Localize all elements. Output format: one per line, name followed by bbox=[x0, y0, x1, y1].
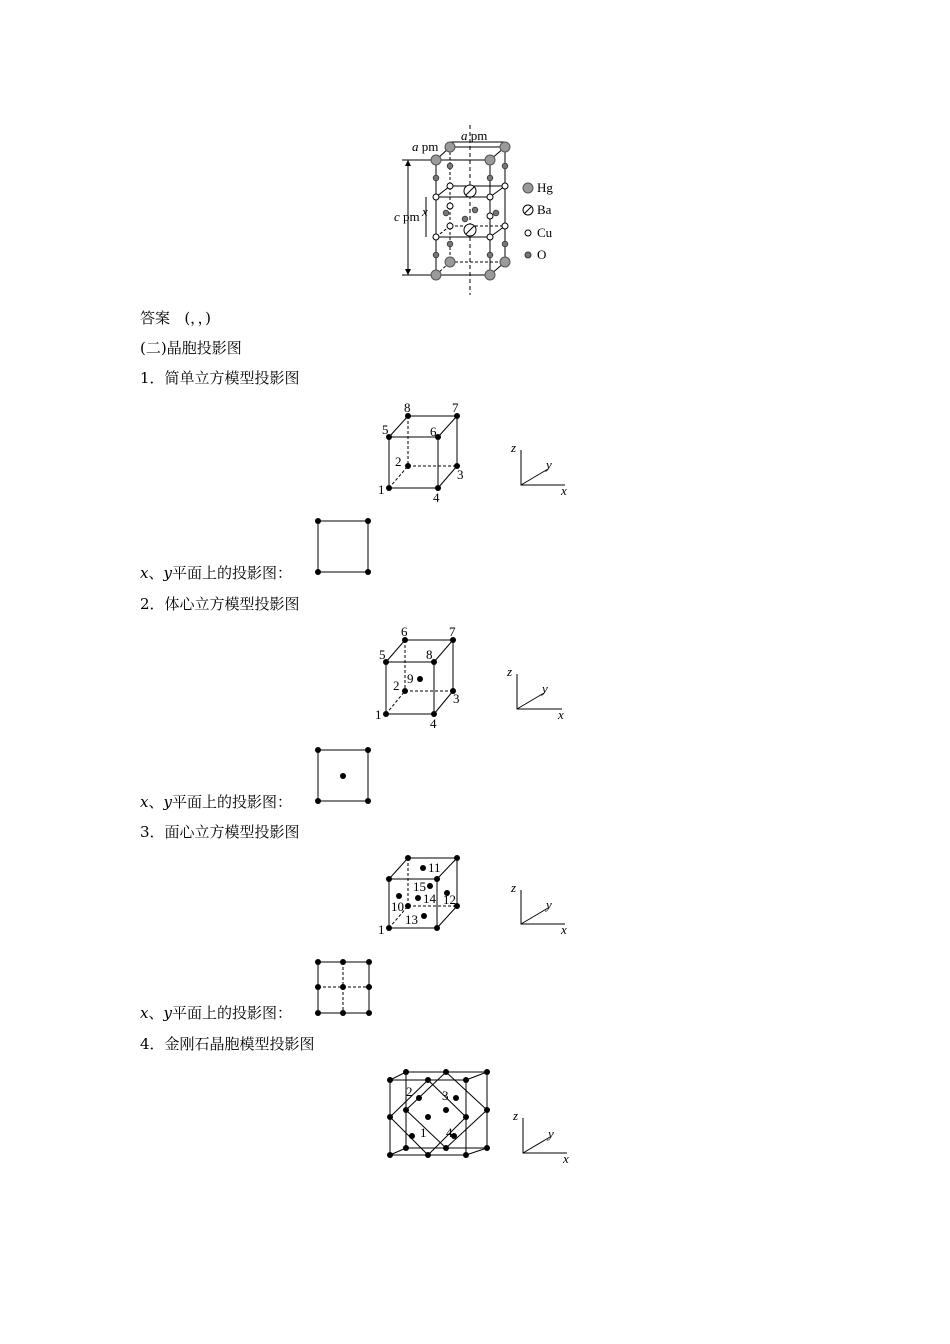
sc-label-8: 8 bbox=[404, 400, 411, 415]
legend-o: O bbox=[537, 247, 547, 262]
axis-x-2: x bbox=[558, 707, 564, 722]
caption-text: x、y平面上的投影图： bbox=[140, 564, 292, 582]
axis-z-4: z bbox=[513, 1108, 519, 1123]
sc-label-2: 2 bbox=[395, 454, 402, 469]
item-4-title: 4．金刚石晶胞模型投影图 bbox=[140, 1035, 315, 1053]
sc-label-5: 5 bbox=[382, 422, 389, 437]
fcc-label-10: 10 bbox=[391, 899, 404, 914]
axis-z-2: z bbox=[507, 664, 513, 679]
item-1-title: 1．简单立方模型投影图 bbox=[140, 369, 300, 387]
axis-x-4: x bbox=[563, 1151, 569, 1166]
axis-z-3: z bbox=[511, 880, 517, 895]
bcc-label-6: 6 bbox=[401, 624, 408, 639]
sc-label-7: 7 bbox=[452, 400, 459, 415]
bcc-label-8: 8 bbox=[426, 647, 433, 662]
legend-hg: Hg bbox=[537, 180, 553, 195]
bcc-label-1: 1 bbox=[375, 707, 382, 722]
answer-label: 答案 bbox=[140, 309, 171, 327]
legend-cu: Cu bbox=[537, 225, 553, 240]
x-dim-label: x bbox=[422, 204, 428, 219]
sc-projection bbox=[315, 518, 371, 575]
c-pm-label: c pm bbox=[394, 209, 420, 224]
item-2-title: 2．体心立方模型投影图 bbox=[140, 595, 300, 613]
fcc-label-1: 1 bbox=[378, 922, 385, 937]
dia-label-3: 3 bbox=[442, 1088, 449, 1103]
axis-y-3: y bbox=[546, 897, 552, 912]
bcc-label-2: 2 bbox=[393, 678, 400, 693]
legend-ba: Ba bbox=[537, 202, 552, 217]
dia-label-4: 4 bbox=[446, 1125, 453, 1140]
axis-x-1: x bbox=[561, 483, 567, 498]
axes-1 bbox=[521, 450, 565, 485]
a-pm-top-label: a pm bbox=[461, 128, 488, 143]
answer-value: (，，) bbox=[184, 309, 212, 327]
caption-text: x、y平面上的投影图： bbox=[140, 793, 292, 811]
bcc-label-7: 7 bbox=[449, 624, 456, 639]
fcc-label-13: 13 bbox=[405, 912, 418, 927]
fcc-label-14: 14 bbox=[423, 891, 436, 906]
dia-label-2: 2 bbox=[406, 1084, 413, 1099]
sc-label-1: 1 bbox=[378, 482, 385, 497]
fcc-label-15: 15 bbox=[413, 879, 426, 894]
sc-label-6: 6 bbox=[430, 424, 437, 439]
bcc-label-5: 5 bbox=[379, 647, 386, 662]
caption-text: x、y平面上的投影图： bbox=[140, 1004, 292, 1022]
axis-y-4: y bbox=[548, 1126, 554, 1141]
axis-x-3: x bbox=[561, 922, 567, 937]
dia-label-1: 1 bbox=[420, 1125, 427, 1140]
simple-cubic-cube bbox=[389, 416, 457, 488]
bcc-label-3: 3 bbox=[453, 691, 460, 706]
axis-y-1: y bbox=[546, 457, 552, 472]
axis-z-1: z bbox=[511, 440, 517, 455]
bcc-projection bbox=[315, 747, 371, 804]
fcc-label-12: 12 bbox=[443, 892, 456, 907]
section-title: (二)晶胞投影图 bbox=[140, 339, 242, 357]
sc-label-4: 4 bbox=[433, 490, 440, 505]
bcc-label-9: 9 bbox=[407, 671, 414, 686]
bcc-label-4: 4 bbox=[430, 716, 437, 731]
item-3-title: 3．面心立方模型投影图 bbox=[140, 823, 300, 841]
a-pm-left-label: a pm bbox=[412, 139, 439, 154]
fcc-label-11: 11 bbox=[428, 860, 441, 875]
axis-y-2: y bbox=[542, 681, 548, 696]
sc-label-3: 3 bbox=[457, 467, 464, 482]
